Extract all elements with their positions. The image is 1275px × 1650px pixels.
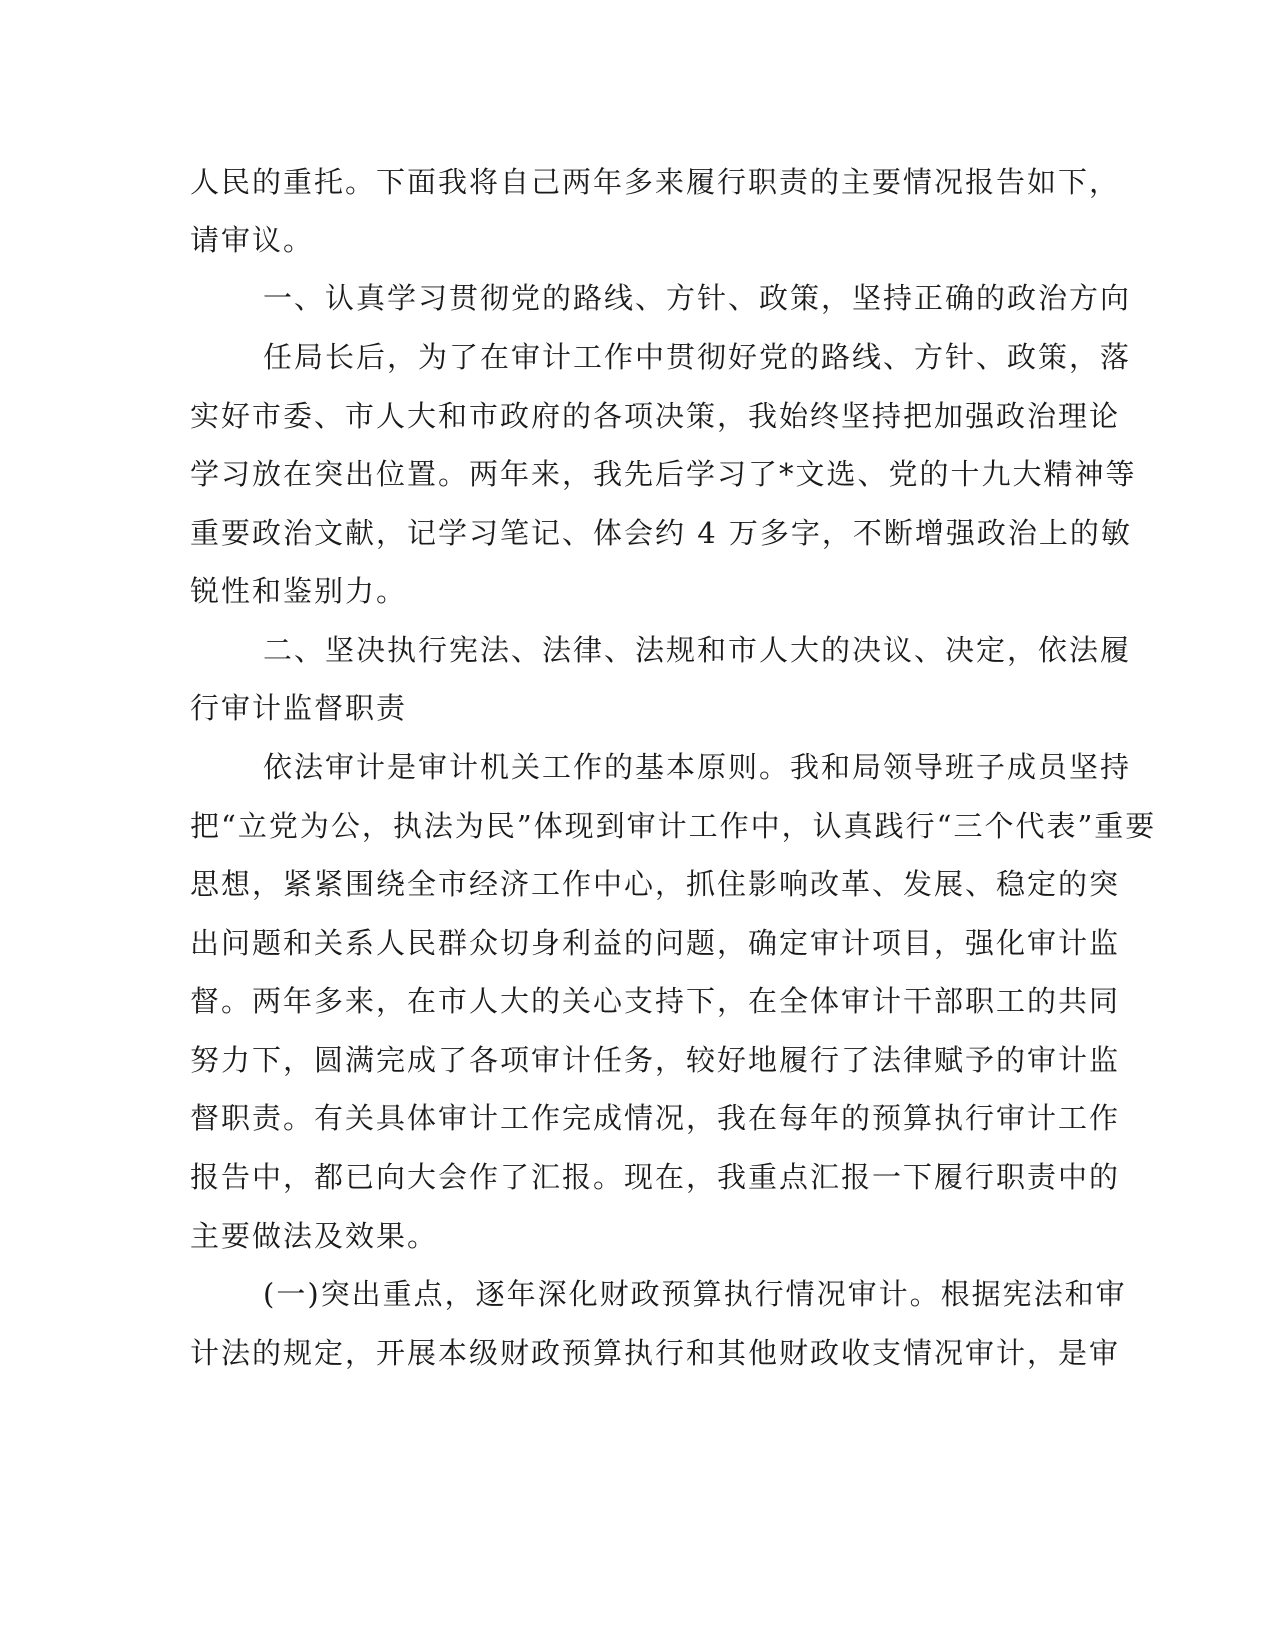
section-heading-1: 一、认真学习贯彻党的路线、方针、政策，坚持正确的政治方向 bbox=[263, 281, 1132, 315]
paragraph-line: 重要政治文献，记学习笔记、体会约 4 万多字，不断增强政治上的敏 bbox=[190, 516, 1132, 550]
paragraph-line: 思想，紧紧围绕全市经济工作中心，抓住影响改革、发展、稳定的突 bbox=[190, 867, 1121, 901]
section-heading-2: 二、坚决执行宪法、法律、法规和市人大的决议、决定，依法履 bbox=[263, 633, 1132, 667]
paragraph-line: 督。两年多来，在市人大的关心支持下，在全体审计干部职工的共同 bbox=[190, 984, 1121, 1018]
paragraph-line: 依法审计是审计机关工作的基本原则。我和局领导班子成员坚持 bbox=[263, 750, 1132, 784]
paragraph-line: 请审议。 bbox=[190, 223, 315, 257]
section-heading-2-cont: 行审计监督职责 bbox=[190, 691, 408, 725]
paragraph-line: 报告中，都已向大会作了汇报。现在，我重点汇报一下履行职责中的 bbox=[190, 1160, 1121, 1194]
paragraph-line: 人民的重托。下面我将自己两年多来履行职责的主要情况报告如下， bbox=[190, 165, 1121, 199]
paragraph-line: 把“立党为公，执法为民”体现到审计工作中，认真践行“三个代表”重要 bbox=[190, 809, 1157, 843]
paragraph-line: 实好市委、市人大和市政府的各项决策，我始终坚持把加强政治理论 bbox=[190, 399, 1121, 433]
paragraph-line: 督职责。有关具体审计工作完成情况，我在每年的预算执行审计工作 bbox=[190, 1101, 1121, 1135]
paragraph-line: 主要做法及效果。 bbox=[190, 1219, 439, 1253]
paragraph-line: 任局长后，为了在审计工作中贯彻好党的路线、方针、政策，落 bbox=[263, 340, 1132, 374]
paragraph-line: 学习放在突出位置。两年来，我先后学习了*文选、党的十九大精神等 bbox=[190, 457, 1137, 491]
subsection-line: (一)突出重点，逐年深化财政预算执行情况审计。根据宪法和审 bbox=[263, 1277, 1127, 1311]
paragraph-line: 锐性和鉴别力。 bbox=[190, 574, 408, 608]
paragraph-line: 计法的规定，开展本级财政预算执行和其他财政收支情况审计，是审 bbox=[190, 1336, 1121, 1370]
paragraph-line: 出问题和关系人民群众切身利益的问题，确定审计项目，强化审计监 bbox=[190, 926, 1121, 960]
paragraph-line: 努力下，圆满完成了各项审计任务，较好地履行了法律赋予的审计监 bbox=[190, 1043, 1121, 1077]
